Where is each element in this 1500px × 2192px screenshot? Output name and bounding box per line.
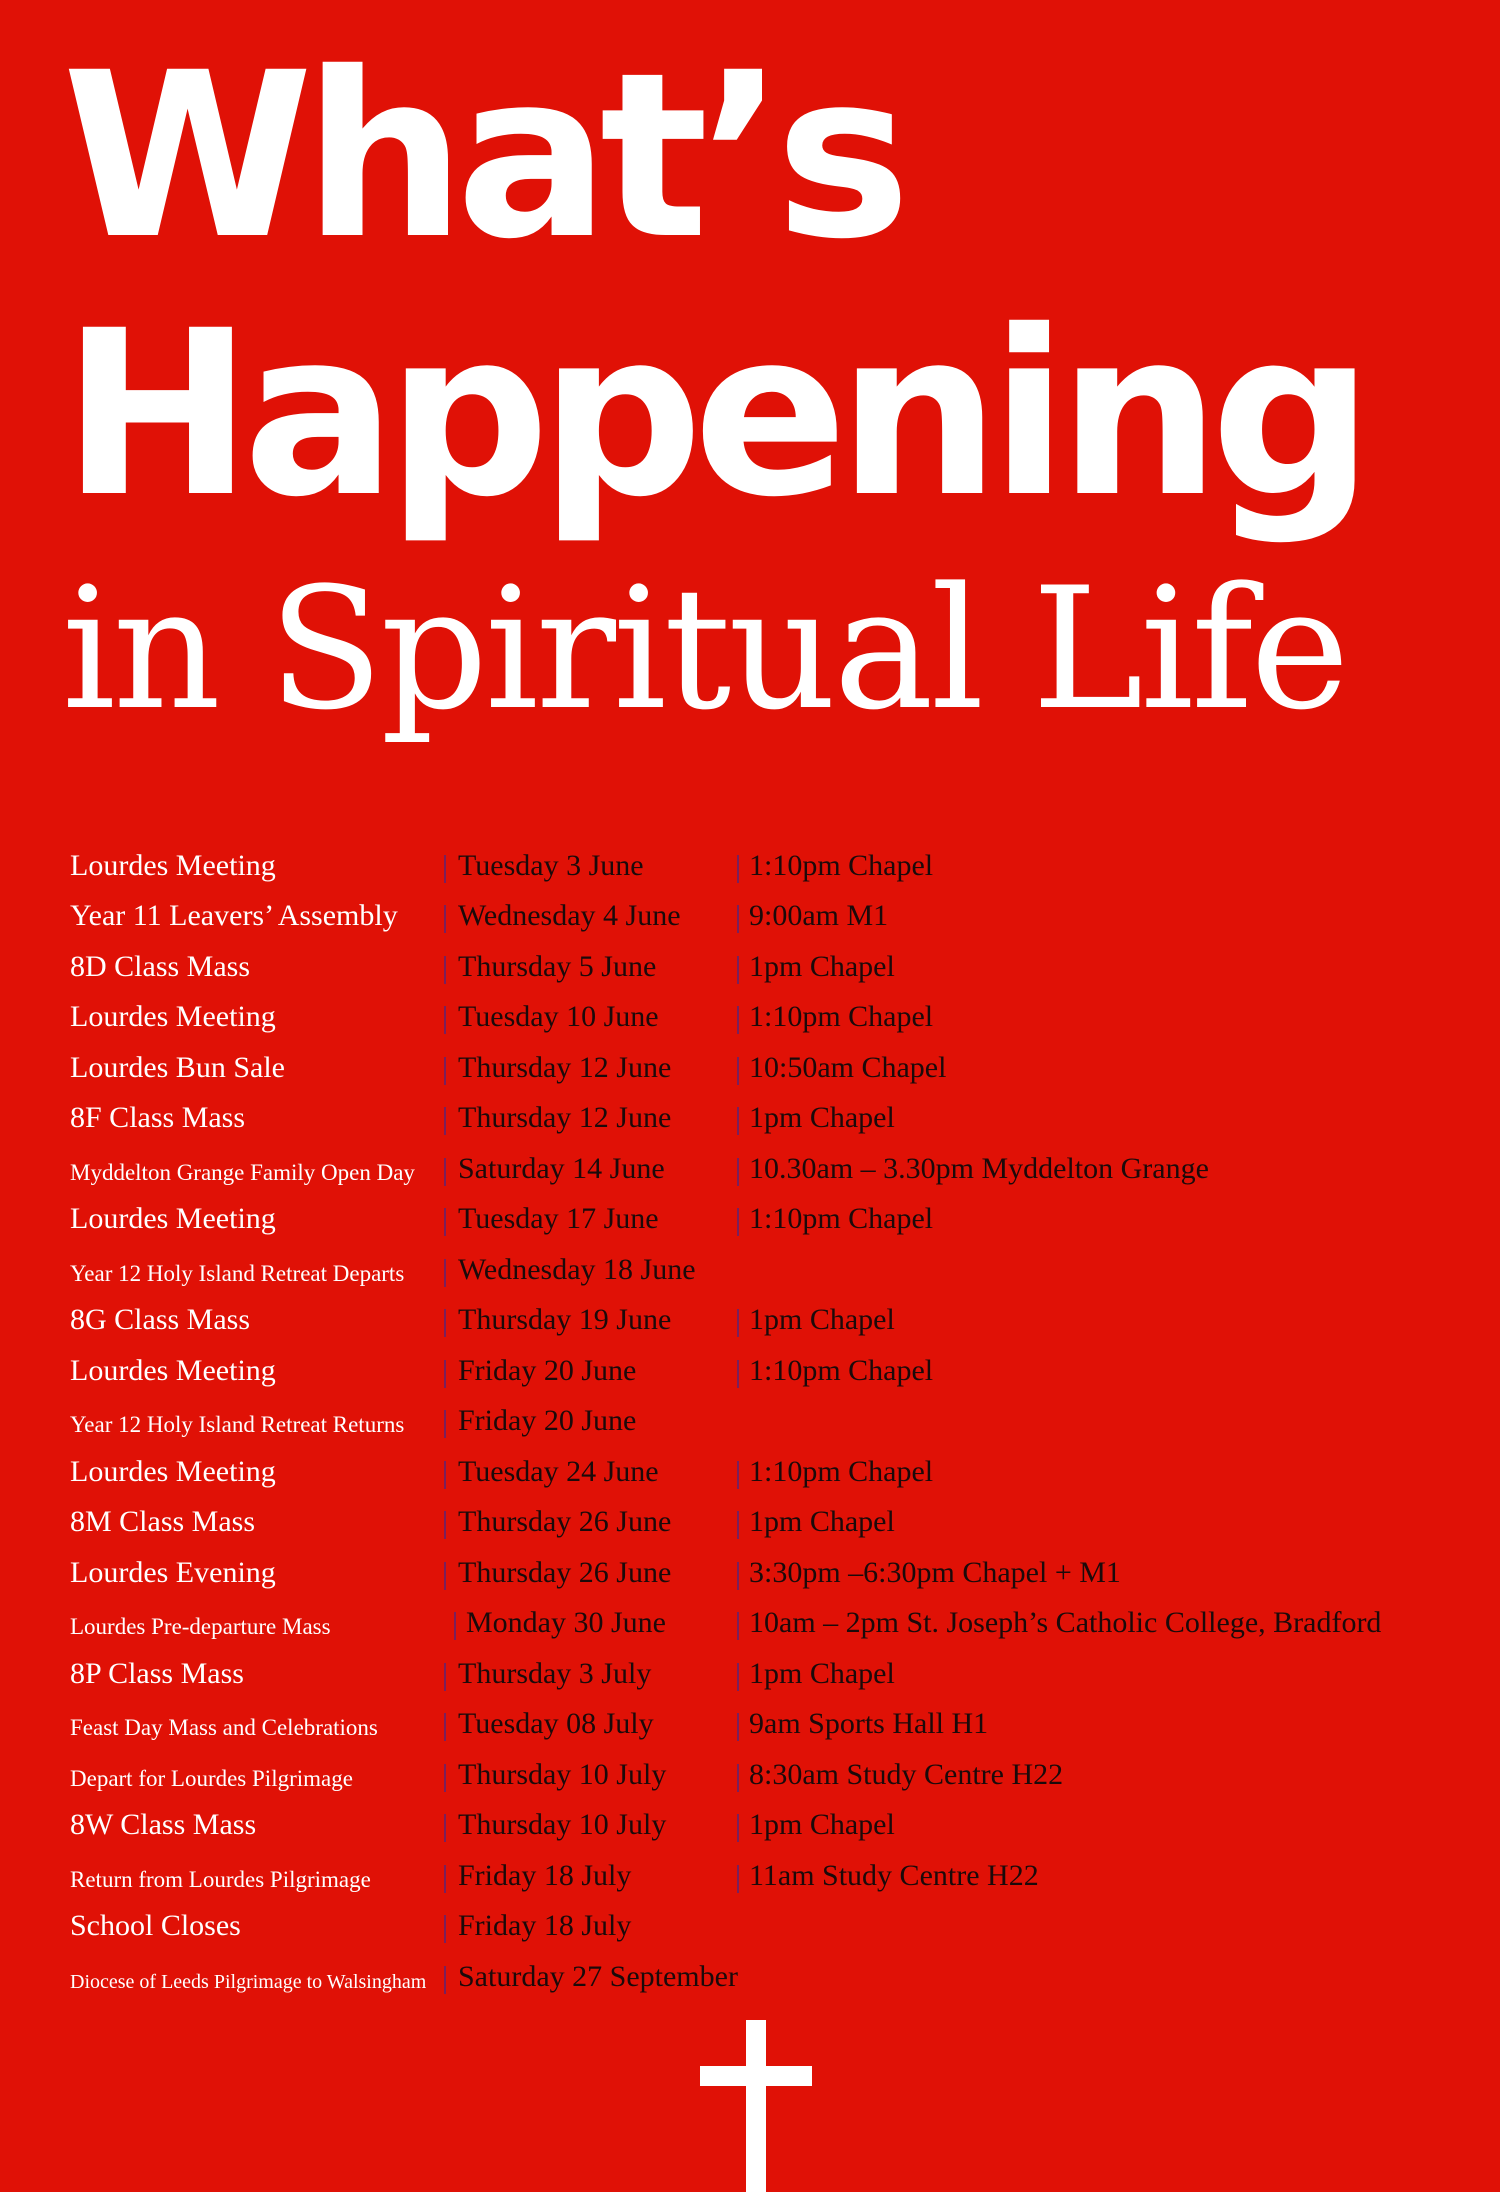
event-date: Tuesday 08 July [458, 1707, 654, 1740]
event-date: Thursday 10 July [458, 1808, 667, 1841]
event-name: Lourdes Meeting [70, 1202, 276, 1235]
event-detail: 8:30am Study Centre H22 [749, 1757, 1064, 1791]
schedule-row [70, 1044, 1470, 1095]
schedule-row [70, 1448, 1470, 1499]
event-name: Feast Day Mass and Celebrations [70, 1715, 378, 1740]
event-name: Year 12 Holy Island Retreat Departs [70, 1260, 405, 1286]
event-date: Thursday 12 June [458, 1101, 672, 1134]
event-name: Lourdes Meeting [70, 1353, 276, 1387]
event-name: 8F Class Mass [70, 1101, 246, 1134]
event-detail: 9:00am M1 [749, 899, 889, 932]
cross-icon [700, 2020, 812, 2192]
event-name: Lourdes Bun Sale [70, 1050, 285, 1084]
event-detail: 1:10pm Chapel [749, 1353, 934, 1387]
schedule-row [70, 994, 1470, 1045]
heading-line-happening: Happening [62, 281, 1364, 547]
event-date: Thursday 12 June [458, 1050, 672, 1084]
schedule-row [70, 1953, 1470, 2004]
cross-icon-horizontal [700, 2066, 812, 2086]
event-name: Year 11 Leavers’ Assembly [70, 899, 398, 932]
event-date: Saturday 14 June [458, 1151, 665, 1185]
schedule-row [70, 1095, 1470, 1146]
event-detail: 3:30pm –6:30pm Chapel + M1 [749, 1555, 1121, 1589]
event-date: Saturday 27 September [458, 1959, 738, 1993]
event-name: 8W Class Mass [70, 1808, 257, 1841]
event-name: 8G Class Mass [70, 1303, 251, 1336]
event-name: Lourdes Meeting [70, 848, 276, 882]
event-detail: 1pm Chapel [749, 1656, 895, 1690]
event-detail: 1pm Chapel [749, 1101, 895, 1134]
event-detail: 1pm Chapel [749, 1808, 895, 1841]
event-date: Tuesday 3 June [458, 848, 644, 882]
event-date: Friday 18 July [458, 1858, 632, 1892]
event-name: Myddelton Grange Family Open Day [70, 1159, 415, 1185]
schedule-row [70, 1347, 1470, 1398]
event-date: Thursday 10 July [458, 1757, 667, 1791]
schedule-row [70, 1398, 1470, 1449]
event-name: Return from Lourdes Pilgrimage [70, 1866, 371, 1892]
event-date: Wednesday 18 June [458, 1252, 696, 1286]
event-date: Tuesday 17 June [458, 1202, 659, 1235]
event-date: Friday 20 June [458, 1404, 637, 1437]
event-date: Thursday 26 June [458, 1505, 672, 1538]
schedule-row [70, 1145, 1470, 1196]
schedule-row [70, 943, 1470, 994]
schedule-row [70, 1852, 1470, 1903]
event-name: Lourdes Meeting [70, 1454, 276, 1488]
event-detail: 10.30am – 3.30pm Myddelton Grange [749, 1151, 1209, 1185]
event-name: 8P Class Mass [70, 1656, 244, 1690]
schedule-row [70, 1196, 1470, 1247]
event-name: Depart for Lourdes Pilgrimage [70, 1765, 353, 1791]
schedule-row [70, 1549, 1470, 1600]
event-date: Tuesday 10 June [458, 1000, 659, 1033]
event-name: Lourdes Evening [70, 1555, 276, 1589]
event-date: Friday 18 July [458, 1909, 632, 1942]
heading-line-spiritual-life: in Spiritual Life [62, 551, 1347, 747]
schedule-row [70, 1903, 1470, 1954]
schedule-row [70, 1600, 1470, 1651]
event-detail: 1:10pm Chapel [749, 1000, 934, 1033]
event-detail: 1pm Chapel [749, 1303, 895, 1336]
schedule-list [70, 842, 1470, 2004]
event-date: Thursday 26 June [458, 1555, 672, 1589]
event-date: Thursday 19 June [458, 1303, 672, 1336]
schedule-row [70, 1499, 1470, 1550]
event-detail: 10:50am Chapel [749, 1050, 947, 1084]
event-date: Thursday 5 June [458, 949, 657, 983]
event-date: Tuesday 24 June [458, 1454, 659, 1488]
event-name: Lourdes Meeting [70, 1000, 276, 1033]
event-detail: 1pm Chapel [749, 949, 895, 983]
event-date: Monday 30 June [466, 1606, 666, 1639]
event-name: 8D Class Mass [70, 949, 251, 983]
event-name: 8M Class Mass [70, 1505, 256, 1538]
heading-line-whats: What’s [62, 23, 901, 289]
event-detail: 1pm Chapel [749, 1505, 895, 1538]
schedule-row [70, 1650, 1470, 1701]
event-detail: 1:10pm Chapel [749, 848, 934, 882]
schedule-row [70, 1297, 1470, 1348]
event-detail: 11am Study Centre H22 [749, 1858, 1039, 1892]
event-name: Year 12 Holy Island Retreat Returns [70, 1412, 405, 1437]
event-name: Diocese of Leeds Pilgrimage to Walsingham [70, 1970, 427, 1993]
cross-icon-vertical [746, 2020, 766, 2192]
event-date: Thursday 3 July [458, 1656, 652, 1690]
event-name: School Closes [70, 1909, 241, 1942]
schedule-row [70, 1751, 1470, 1802]
schedule-row [70, 893, 1470, 944]
schedule-row [70, 842, 1470, 893]
event-detail: 9am Sports Hall H1 [749, 1707, 989, 1740]
event-name: Lourdes Pre-departure Mass [70, 1614, 331, 1639]
event-date: Friday 20 June [458, 1353, 637, 1387]
event-detail: 10am – 2pm St. Joseph’s Catholic College, Bradford [749, 1606, 1382, 1639]
schedule-row [70, 1246, 1470, 1297]
schedule-row [70, 1802, 1470, 1853]
event-detail: 1:10pm Chapel [749, 1454, 934, 1488]
schedule-row [70, 1701, 1470, 1752]
event-date: Wednesday 4 June [458, 899, 681, 932]
event-detail: 1:10pm Chapel [749, 1202, 934, 1235]
